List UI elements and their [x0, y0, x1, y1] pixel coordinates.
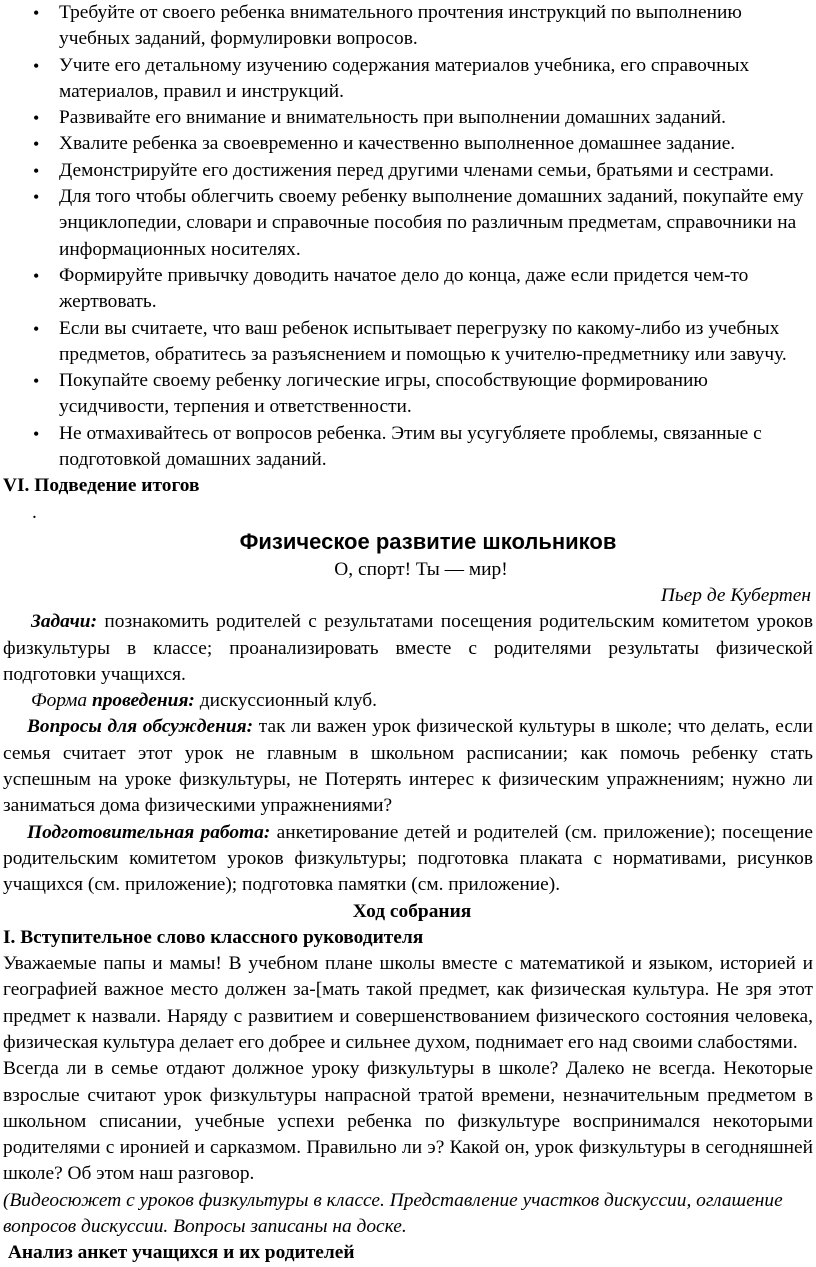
list-item: • Учите его детальному изучению содержания материалов учебника, его справочных материалов, правил и инструкций. — [3, 53, 813, 106]
list-item: • Покупайте своему ребенку логические игры, способствующие формированию усидчивости, терпения и ответственности. — [3, 368, 813, 421]
list-item: • Если вы считаете, что ваш ребенок испытывает перегрузку по какому-либо из учебных предметов, обратитесь за разъяснением и помощью к учителю-предметнику или завучу. — [3, 316, 813, 369]
stage-note: (Видеосюжет с уроков физкультуры в классе. Представление участков дискуссии, оглашение вопросов дискуссии. Вопросы записаны на доске. — [3, 1189, 783, 1238]
prep-label: Подготовительная работа: — [27, 821, 271, 843]
list-item: • Не отмахивайтесь от вопросов ребенка. Этим вы усугубляете проблемы, связанные с подготовкой домашних заданий. — [3, 421, 813, 474]
list-item: • Формируйте привычку доводить начатое дело до конца, даже если придется чем-то жертвовать. — [3, 263, 813, 316]
section-heading-analysis: Анализ анкет учащихся и их родителей — [3, 1242, 355, 1264]
form-label-italic: Форма — [31, 690, 92, 712]
epigraph-author: Пьер де Кубертен — [660, 584, 811, 606]
tasks-label: Задачи: — [31, 611, 98, 633]
form-paragraph — [3, 688, 813, 714]
section-heading-intro: I. Вступительное слово классного руководителя — [3, 926, 424, 948]
section-heading-summary: VI. Подведение итогов — [3, 475, 200, 497]
form-text: дискуссионный клуб. — [194, 690, 377, 712]
prep-paragraph — [3, 820, 813, 899]
questions-text: так ли важен урок физической культуры в школе; что делать, если семья считает этот урок не главным в школьном расписании; как помочь ребенку стать успешным на уроке физкультуры, не Потерять интерес к физическим упражнениям; нужно ли заниматься дома физическими упражнениями? — [3, 716, 813, 817]
prep-text: анкетирование детей и родителей (см. приложение); посещение родительским комитетом уроков физкультуры; подготовка плаката с нормативами, рисунков учащихся (см. приложение); подготовка памятки (см. приложение). — [3, 821, 813, 896]
epigraph: О, спорт! Ты — мир! — [334, 558, 508, 580]
page-title: Физическое развитие школьников — [239, 528, 617, 554]
list-item: • Требуйте от своего ребенка внимательного прочтения инструкций по выполнению учебных заданий, формулировки вопросов. — [3, 0, 813, 53]
list-item: • Для того чтобы облегчить своему ребенку выполнение домашних заданий, покупайте ему энциклопедии, словари и справочные пособия по различным предметам, справочники на информационных носителях. — [3, 184, 813, 263]
questions-paragraph — [3, 714, 813, 819]
list-item: • Хвалите ребенка за своевременно и качественно выполненное домашнее задание. — [3, 131, 813, 157]
advice-list — [3, 0, 813, 473]
list-item: • Демонстрируйте его достижения перед другими членами семьи, братьями и сестрами. — [3, 158, 813, 184]
intro-paragraph: Уважаемые папы и мамы! В учебном плане школы вместе с математикой и языком, историей и географией важное место должен за-[мать такой предмет, как физическая культура. Не зря этот предмет к назвали. Наряду с развитием и совершенствованием физического состояния человека, физическая культура делает его добрее и сильнее духом, поднимает его над своими слабостями. — [3, 953, 813, 1053]
form-label-bold: проведения: — [91, 690, 195, 712]
tasks-paragraph — [3, 609, 813, 688]
meeting-heading: Ход собрания — [352, 900, 472, 922]
discussion-paragraph: Всегда ли в семье отдают должное уроку физкультуры в школе? Далеко не всегда. Некоторые взрослые считают урок физкультуры напрасной тратой времени, незначительным предметом в школьном списании, учебные успехи ребенка по физкультуре воспринимался некоторыми родителями с иронией и сарказмом. Правильно ли э? Какой он, урок физкультуры в сегодняшней школе? Об этом наш разговор. — [3, 1058, 813, 1185]
stray-dot: . — [32, 501, 37, 523]
questions-label: Вопросы для обсуждения: — [27, 716, 254, 738]
tasks-text: познакомить родителей с результатами посещения родительским комитетом уроков физкультуры в классе; проанализировать вместе с родителями результаты физической подготовки учащихся. — [3, 611, 813, 685]
list-item: • Развивайте его внимание и внимательность при выполнении домашних заданий. — [3, 105, 813, 131]
